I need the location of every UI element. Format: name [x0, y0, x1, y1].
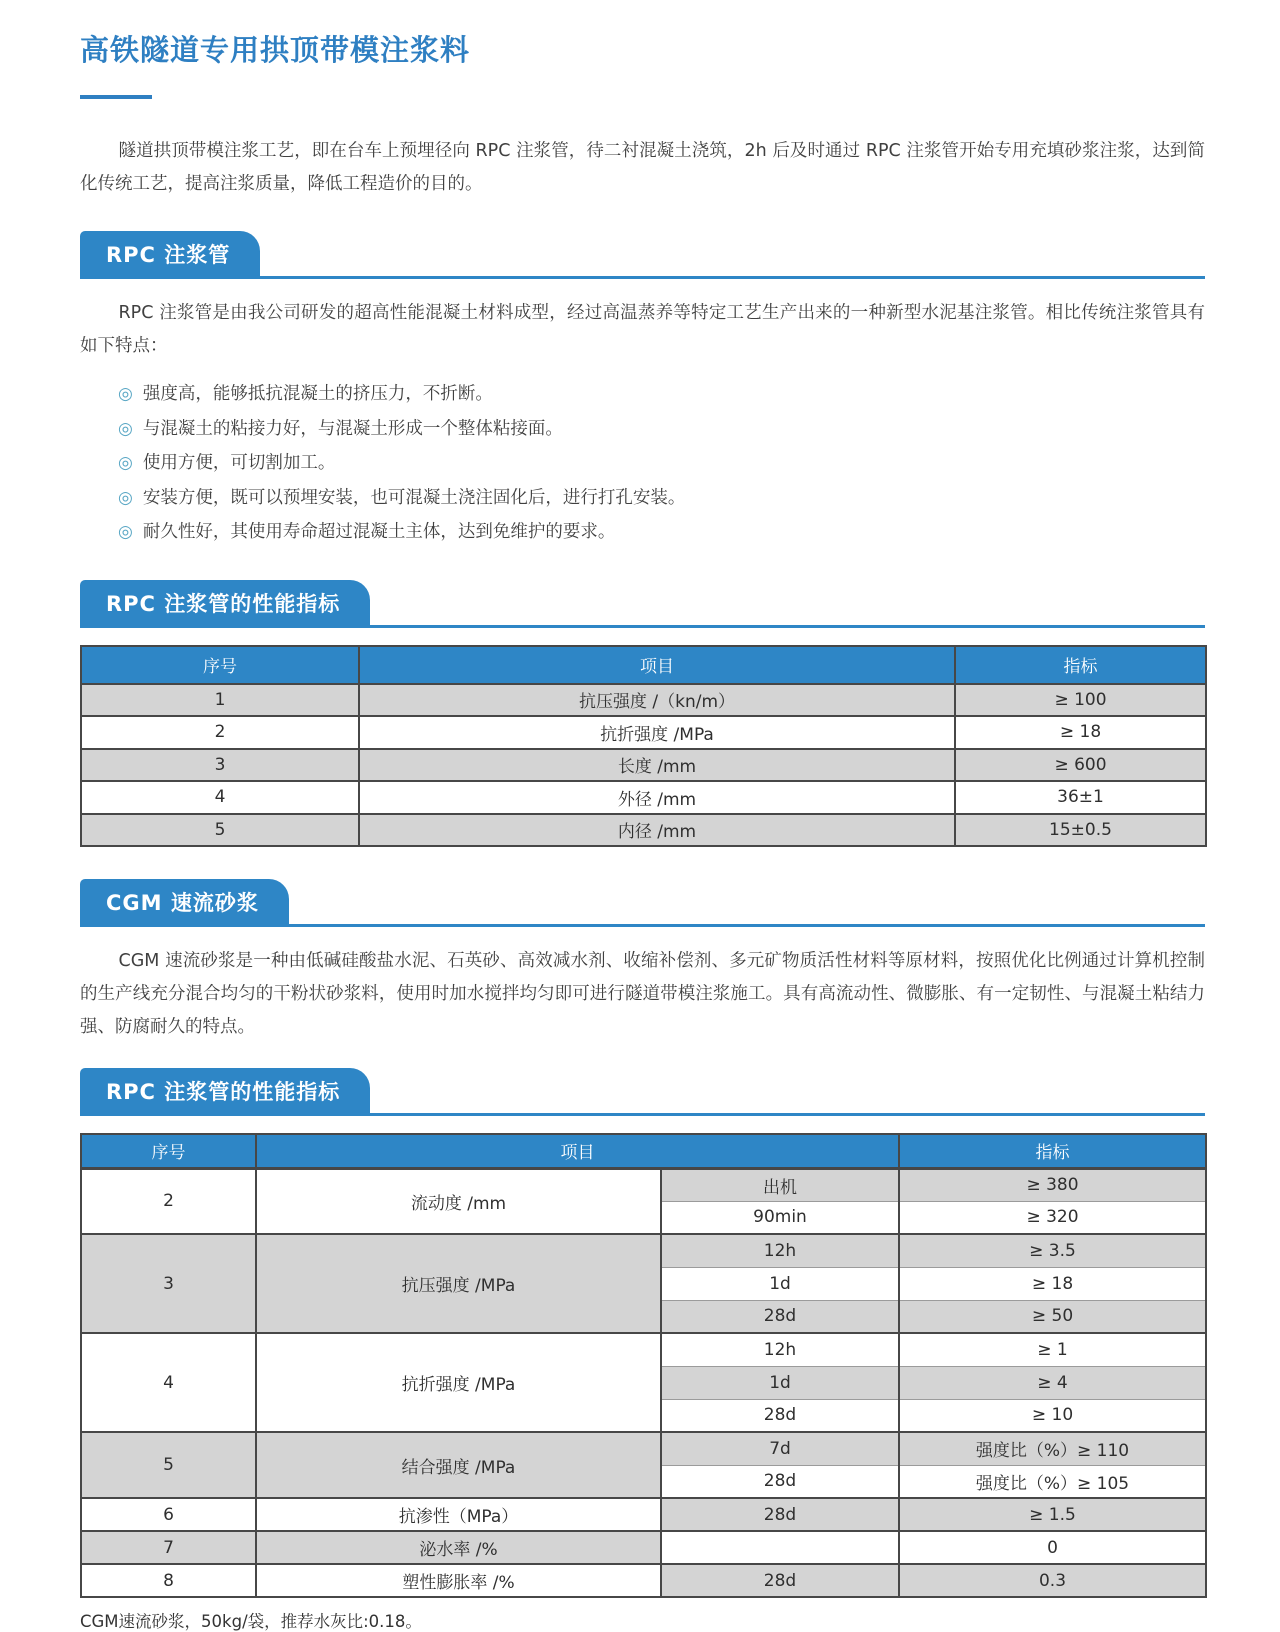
cell-condition: 28d: [661, 1465, 899, 1498]
table-row: [81, 1168, 1206, 1201]
cell-item: 流动度 /mm: [256, 1168, 661, 1234]
cell-no: 5: [81, 814, 359, 847]
table-row: [81, 781, 1206, 814]
cell-value: 0: [899, 1531, 1206, 1564]
cell-no: 7: [81, 1531, 256, 1564]
cell-item: 塑性膨胀率 /%: [256, 1564, 661, 1597]
cell-item: 抗渗性（MPa）: [256, 1498, 661, 1531]
rpc-pipe-paragraph: RPC 注浆管是由我公司研发的超高性能混凝土材料成型，经过高温蒸养等特定工艺生产出来的一种新型水泥基注浆管。相比传统注浆管具有如下特点：: [80, 303, 1205, 356]
cell-no: 4: [81, 781, 359, 814]
circle-bullet-icon: ◎: [118, 384, 133, 404]
cell-condition: 出机: [661, 1168, 899, 1201]
cell-value: ≥ 380: [899, 1168, 1206, 1201]
cell-value: 强度比（%）≥ 105: [899, 1465, 1206, 1498]
list-item: [118, 412, 1205, 447]
table-row: [81, 1333, 1206, 1366]
cell-item: 结合强度 /MPa: [256, 1432, 661, 1498]
section-header-rpc-pipe: [80, 231, 1205, 279]
column-header-no: 序号: [81, 1134, 256, 1168]
cell-condition: [661, 1531, 899, 1564]
cell-item: 抗折强度 /MPa: [256, 1333, 661, 1432]
cell-value: ≥ 18: [899, 1267, 1206, 1300]
cell-value: 15±0.5: [955, 814, 1206, 847]
title-underline: [80, 95, 152, 99]
circle-bullet-icon: ◎: [118, 453, 133, 473]
cell-item: 外径 /mm: [359, 781, 955, 814]
cell-condition: 28d: [661, 1498, 899, 1531]
cell-no: 3: [81, 749, 359, 782]
table-row: [81, 1432, 1206, 1465]
page-title: 高铁隧道专用拱顶带模注浆料: [80, 33, 471, 67]
circle-bullet-icon: ◎: [118, 522, 133, 542]
cell-no: 3: [81, 1234, 256, 1333]
cell-item: 抗折强度 /MPa: [359, 716, 955, 749]
table-row: [81, 1498, 1206, 1531]
cell-no: 2: [81, 716, 359, 749]
table-row: [81, 814, 1206, 847]
list-item: [118, 481, 1205, 516]
section-header-rpc-table: [80, 580, 1205, 628]
section-tab-rpc-pipe: RPC 注浆管: [80, 231, 260, 276]
cell-item: 内径 /mm: [359, 814, 955, 847]
column-header-value: 指标: [899, 1134, 1206, 1168]
column-header-item: 项目: [359, 646, 955, 684]
intro-paragraph: 隧道拱顶带模注浆工艺，即在台车上预埋径向 RPC 注浆管，待二衬混凝土浇筑，2h 后及时通过 RPC 注浆管开始专用充填砂浆注浆，达到简化传统工艺，提高注浆质量，降低工程造价的目的。: [80, 141, 1205, 194]
rpc-feature-list: [80, 377, 1205, 550]
list-item: [118, 446, 1205, 481]
bullet-text: 使用方便，可切割加工。: [142, 453, 336, 473]
list-item: [118, 377, 1205, 412]
table-footnote: CGM速流砂浆，50kg/袋，推荐水灰比:0.18。: [80, 1612, 422, 1631]
cell-no: 1: [81, 684, 359, 717]
table-header-row: [81, 1134, 1206, 1168]
cell-item: 抗压强度 /MPa: [256, 1234, 661, 1333]
cell-no: 8: [81, 1564, 256, 1597]
cell-value: ≥ 18: [955, 716, 1206, 749]
cgm-performance-table: [80, 1133, 1207, 1598]
table-header-row: [81, 646, 1206, 684]
section-header-cgm-table: [80, 1068, 1205, 1116]
table-row: [81, 1234, 1206, 1267]
section-tab-rpc-table: RPC 注浆管的性能指标: [80, 580, 370, 625]
cell-condition: 12h: [661, 1333, 899, 1366]
cgm-paragraph: CGM 速流砂浆是一种由低碱硅酸盐水泥、石英砂、高效减水剂、收缩补偿剂、多元矿物质活性材料等原材料，按照优化比例通过计算机控制的生产线充分混合均匀的干粉状砂浆料，使用时加水搅拌均匀即可进行隧道带模注浆施工。具有高流动性、微膨胀、有一定韧性、与混凝土粘结力强、防腐耐久的特点。: [80, 951, 1205, 1037]
cell-value: 强度比（%）≥ 110: [899, 1432, 1206, 1465]
table-row: [81, 684, 1206, 717]
cell-value: ≥ 4: [899, 1366, 1206, 1399]
table-row: [81, 716, 1206, 749]
list-item: [118, 515, 1205, 550]
cell-value: ≥ 600: [955, 749, 1206, 782]
cell-item: 长度 /mm: [359, 749, 955, 782]
circle-bullet-icon: ◎: [118, 418, 133, 439]
cell-no: 6: [81, 1498, 256, 1531]
table-row: [81, 749, 1206, 782]
cell-value: ≥ 10: [899, 1399, 1206, 1432]
cell-no: 2: [81, 1168, 256, 1234]
bullet-text: 强度高，能够抵抗混凝土的挤压力，不折断。: [142, 384, 493, 404]
bullet-text: 与混凝土的粘接力好，与混凝土形成一个整体粘接面。: [142, 418, 563, 439]
column-header-item: 项目: [256, 1134, 899, 1168]
cell-value: ≥ 50: [899, 1300, 1206, 1333]
cell-condition: 28d: [661, 1300, 899, 1333]
cell-condition: 7d: [661, 1432, 899, 1465]
cell-value: ≥ 1: [899, 1333, 1206, 1366]
cell-value: 0.3: [899, 1564, 1206, 1597]
cell-value: ≥ 100: [955, 684, 1206, 717]
cell-item: 抗压强度 /（kn/m）: [359, 684, 955, 717]
bullet-text: 耐久性好，其使用寿命超过混凝土主体，达到免维护的要求。: [142, 522, 616, 542]
cell-condition: 1d: [661, 1366, 899, 1399]
cell-condition: 12h: [661, 1234, 899, 1267]
cell-condition: 1d: [661, 1267, 899, 1300]
cell-no: 5: [81, 1432, 256, 1498]
column-header-value: 指标: [955, 646, 1206, 684]
table-row: [81, 1531, 1206, 1564]
cell-condition: 28d: [661, 1399, 899, 1432]
section-tab-cgm-table: RPC 注浆管的性能指标: [80, 1068, 370, 1113]
cell-no: 4: [81, 1333, 256, 1432]
cell-item: 泌水率 /%: [256, 1531, 661, 1564]
cell-condition: 90min: [661, 1201, 899, 1234]
cell-value: ≥ 1.5: [899, 1498, 1206, 1531]
section-tab-cgm: CGM 速流砂浆: [80, 879, 289, 924]
column-header-no: 序号: [81, 646, 359, 684]
circle-bullet-icon: ◎: [118, 487, 133, 508]
cell-value: 36±1: [955, 781, 1206, 814]
cell-value: ≥ 320: [899, 1201, 1206, 1234]
table-row: [81, 1564, 1206, 1597]
rpc-performance-table: [80, 645, 1207, 848]
cell-value: ≥ 3.5: [899, 1234, 1206, 1267]
bullet-text: 安装方便，既可以预埋安装，也可混凝土浇注固化后，进行打孔安装。: [142, 487, 686, 508]
cell-condition: 28d: [661, 1564, 899, 1597]
section-header-cgm: [80, 879, 1205, 927]
